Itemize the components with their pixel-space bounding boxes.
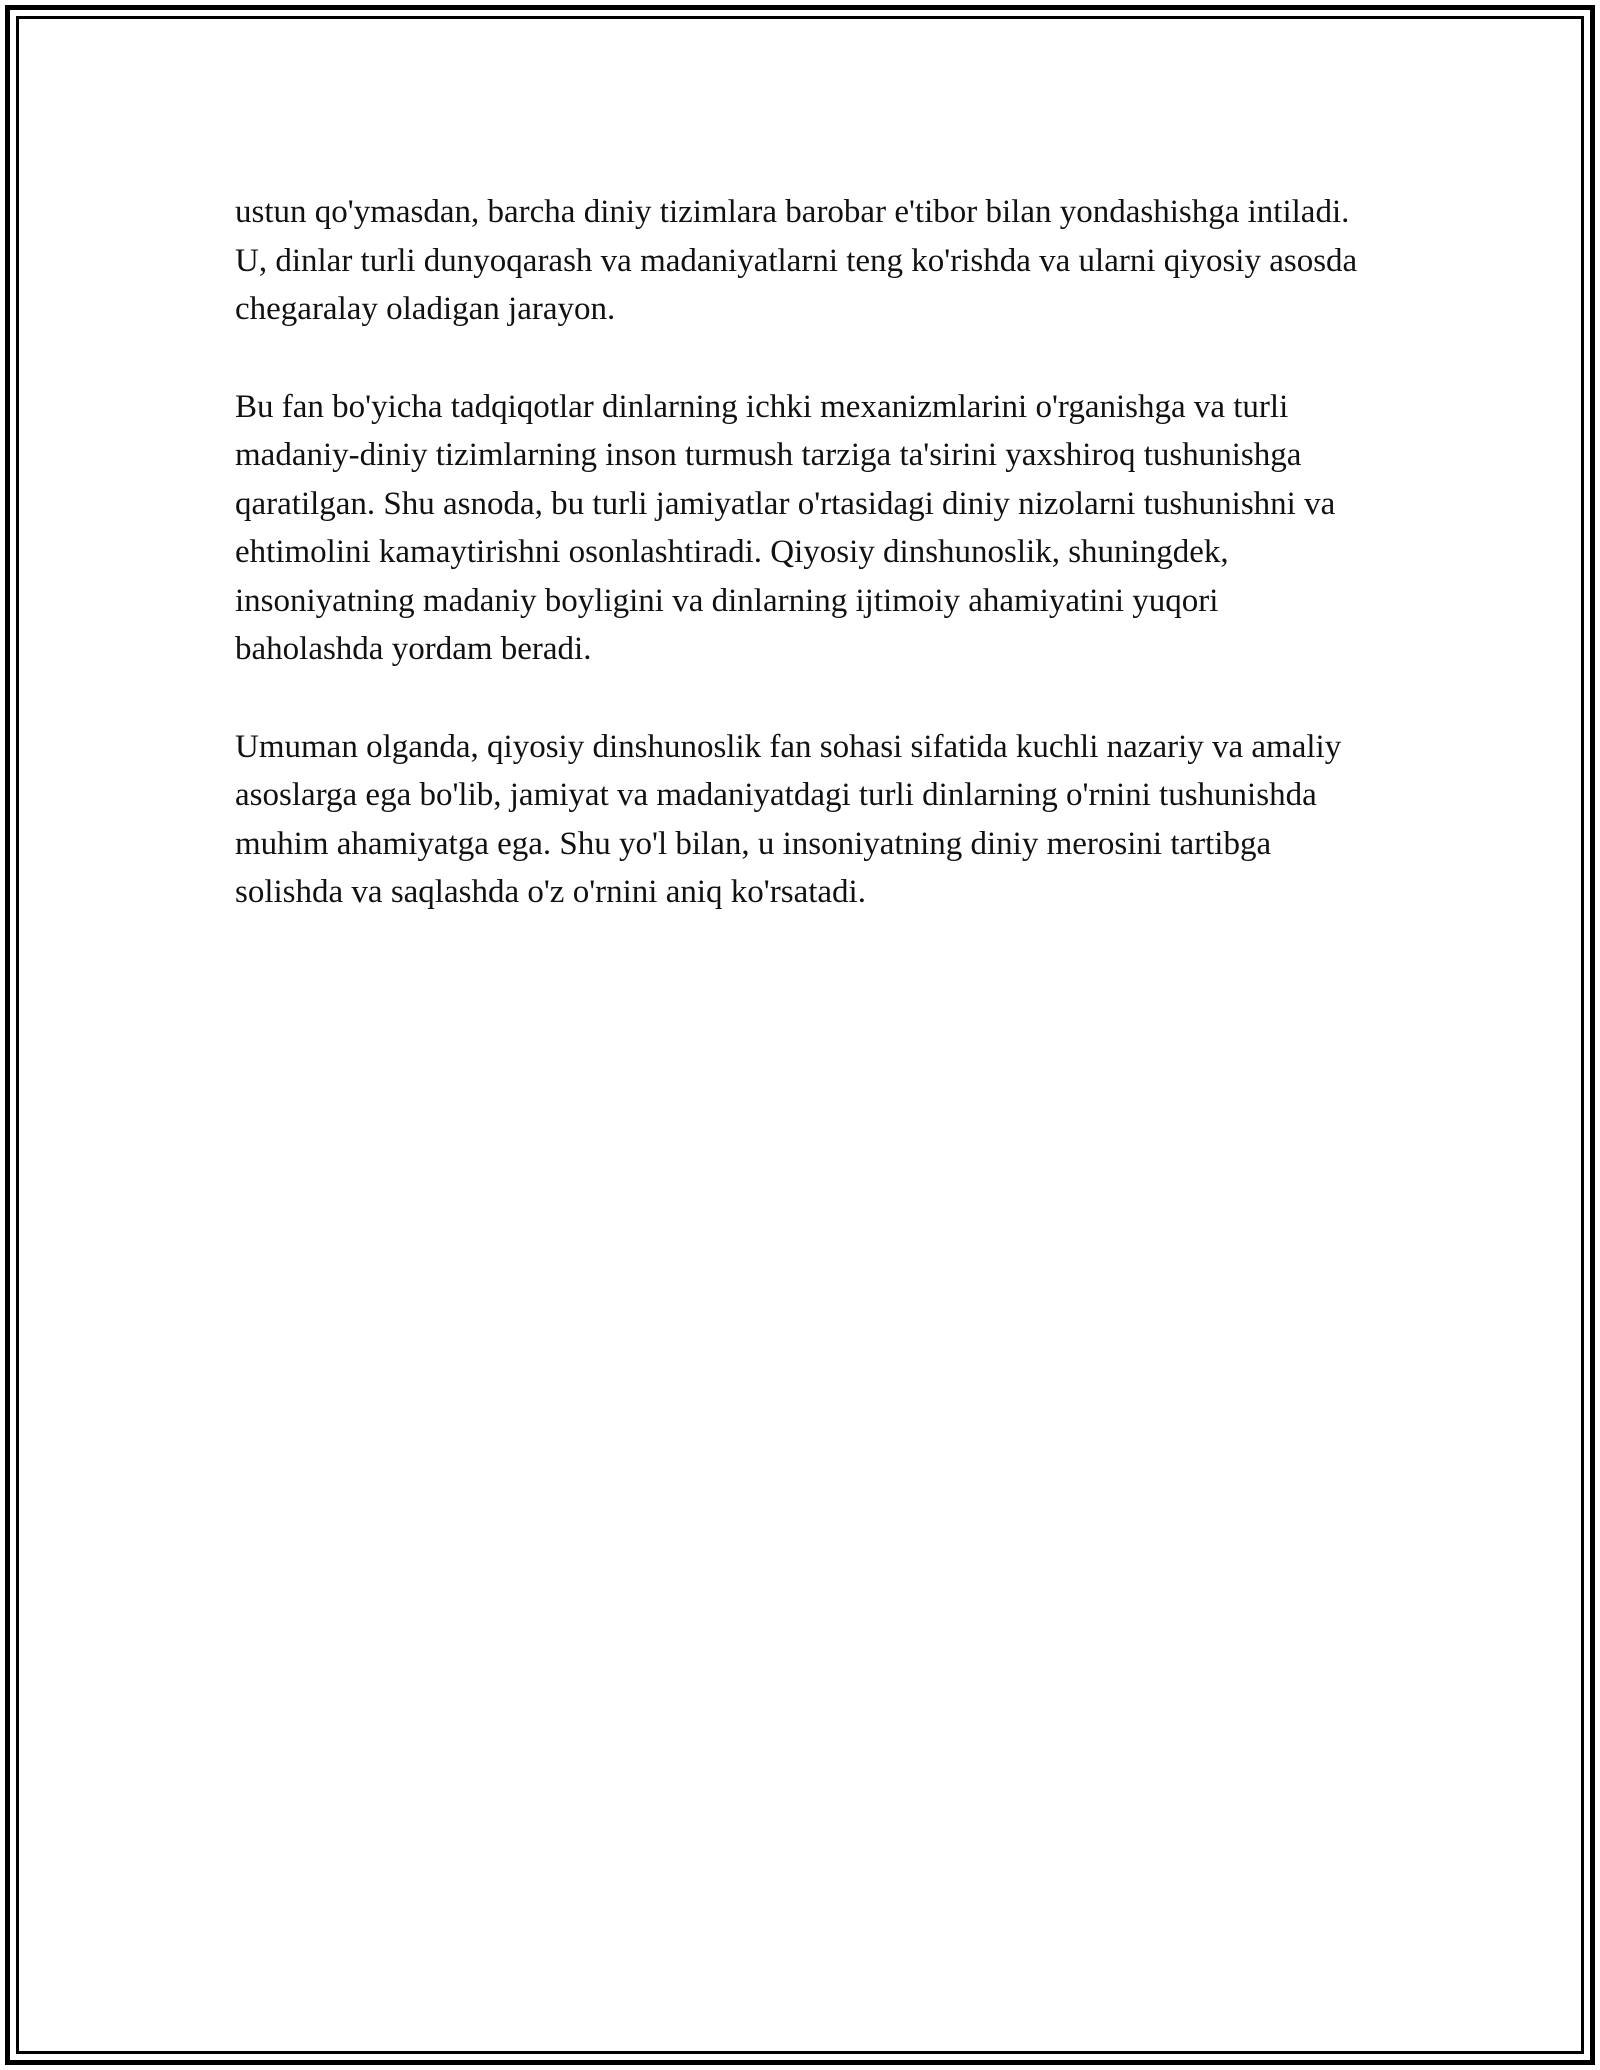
paragraph-3: Umuman olganda, qiyosiy dinshunoslik fan sohasi sifatida kuchli nazariy va amaliy asoslarga ega bo'lib, jamiyat va madaniyatdagi turli dinlarning o'rnini tushunishda muhim ahamiyatga ega. Shu yo'l bilan, u insoniyatning diniy merosini tartibga solishda va saqlashda o'z o'rnini aniq ko'rsatadi. <box>235 728 1342 910</box>
paragraph-2: Bu fan bo'yicha tadqiqotlar dinlarning ichki mexanizmlarini o'rganishga va turli madaniy-diniy tizimlarning inson turmush tarziga ta'sirini yaxshiroq tushunishga qaratilgan. Shu asnoda, bu turli jamiyatlar o'rtasidagi diniy nizolarni tushunishni va ehtimolini kamaytirishni osonlashtiradi. Qiyosiy dinshunoslik, shuningdek, insoniyatning madaniy boyligini va dinlarning ijtimoiy ahamiyatini yuqori baholashda yordam beradi. <box>235 388 1336 667</box>
paragraph-1: ustun qo'ymasdan, barcha diniy tizimlara barobar e'tibor bilan yondashishga intiladi. U, dinlar turli dunyoqarash va madaniyatlarni teng ko'rishda va ularni qiyosiy asosda chegaralay oladigan jarayon. <box>235 194 1358 327</box>
document-body <box>235 188 1370 966</box>
